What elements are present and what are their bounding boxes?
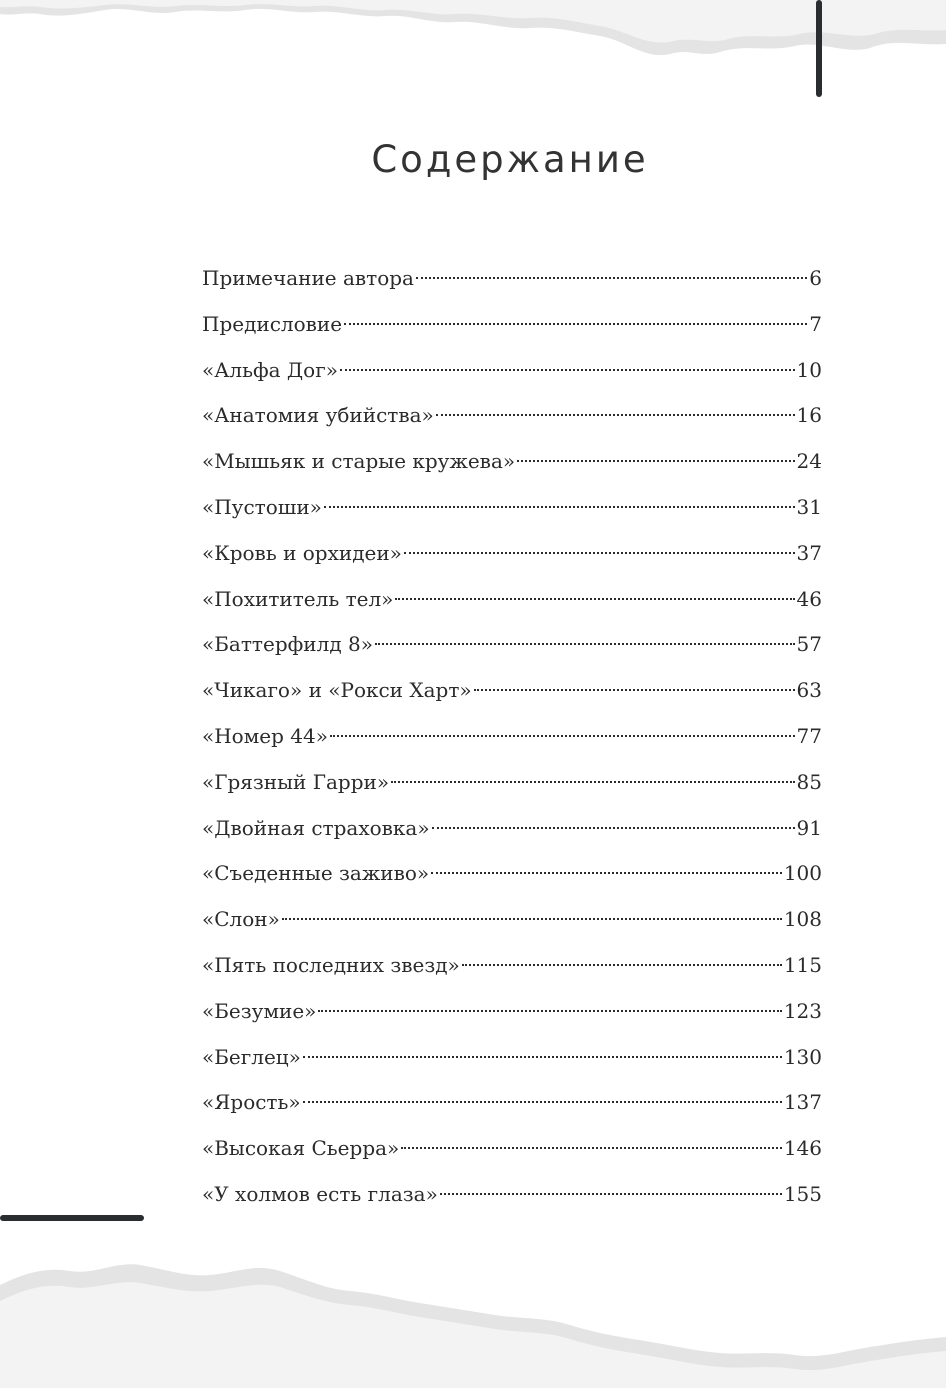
toc-entry	[202, 1178, 822, 1224]
toc-entry-page: 108	[783, 907, 822, 932]
toc-entry	[202, 308, 822, 354]
toc-entry	[202, 491, 822, 537]
toc-entry	[202, 857, 822, 903]
toc-entry-page: 146	[783, 1136, 822, 1161]
toc-entry	[202, 628, 822, 674]
dot-leader	[395, 598, 794, 600]
torn-paper-top-edge	[0, 0, 946, 70]
dot-leader	[440, 1193, 782, 1195]
toc-entry-page: 7	[809, 311, 822, 336]
toc-entry-title: «Пустоши»	[202, 494, 322, 519]
dot-leader	[344, 323, 807, 325]
dot-leader	[404, 552, 795, 554]
decorative-vertical-rule	[816, 0, 822, 97]
dot-leader	[431, 872, 782, 874]
toc-entry-title: «Двойная страховка»	[202, 815, 430, 840]
toc-entry	[202, 903, 822, 949]
toc-entry-page: 37	[796, 540, 822, 565]
dot-leader	[340, 369, 795, 371]
toc-entry	[202, 949, 822, 995]
toc-entry-title: «Кровь и орхидеи»	[202, 540, 402, 565]
dot-leader	[303, 1101, 782, 1103]
toc-entry-page: 100	[783, 861, 822, 886]
dot-leader	[462, 964, 782, 966]
table-of-contents	[202, 262, 822, 1224]
decorative-horizontal-rule	[0, 1215, 144, 1221]
toc-entry-page: 123	[783, 998, 822, 1023]
toc-entry-title: «Высокая Сьерра»	[202, 1136, 400, 1161]
toc-entry-page: 137	[783, 1090, 822, 1115]
toc-entry	[202, 1041, 822, 1087]
toc-entry-page: 57	[796, 632, 822, 657]
dot-leader	[391, 781, 794, 783]
toc-entry-title: «Баттерфилд 8»	[202, 632, 373, 657]
toc-entry-title: «Пять последних звезд»	[202, 952, 460, 977]
toc-entry	[202, 674, 822, 720]
dot-leader	[324, 506, 795, 508]
dot-leader	[282, 918, 782, 920]
toc-entry	[202, 766, 822, 812]
toc-entry	[202, 354, 822, 400]
dot-leader	[318, 1010, 781, 1012]
dot-leader	[330, 735, 795, 737]
toc-entry-title: «Похититель тел»	[202, 586, 394, 611]
toc-entry-page: 24	[796, 449, 822, 474]
toc-entry-page: 16	[796, 403, 822, 428]
toc-entry-page: 6	[809, 266, 822, 290]
toc-entry-page: 31	[796, 494, 822, 519]
toc-entry-title: «Безумие»	[202, 998, 317, 1023]
toc-entry	[202, 720, 822, 766]
toc-entry-page: 130	[783, 1044, 822, 1069]
toc-entry	[202, 583, 822, 629]
dot-leader	[474, 689, 795, 691]
toc-entry-page: 63	[796, 678, 822, 703]
toc-entry	[202, 995, 822, 1041]
dot-leader	[416, 277, 807, 279]
toc-entry-title: «Беглец»	[202, 1044, 301, 1069]
toc-entry-page: 155	[783, 1181, 822, 1206]
toc-entry-title: «Съеденные заживо»	[202, 861, 430, 886]
toc-entry	[202, 399, 822, 445]
toc-entry-title: «Чикаго» и «Рокси Харт»	[202, 678, 472, 703]
dot-leader	[436, 414, 795, 416]
page-title: Содержание	[371, 138, 649, 181]
toc-entry-page: 115	[783, 952, 822, 977]
toc-entry-title: «Грязный Гарри»	[202, 769, 390, 794]
toc-entry	[202, 812, 822, 858]
torn-paper-bottom-edge	[0, 1255, 946, 1388]
toc-entry-title: «Мышьяк и старые кружева»	[202, 449, 516, 474]
toc-entry-title: «Номер 44»	[202, 723, 328, 748]
dot-leader	[517, 460, 794, 462]
toc-entry	[202, 537, 822, 583]
toc-entry-page: 46	[796, 586, 822, 611]
toc-entry-title: «Слон»	[202, 907, 280, 932]
toc-entry-title: «Анатомия убийства»	[202, 403, 434, 428]
toc-entry-page: 85	[796, 769, 822, 794]
dot-leader	[432, 827, 795, 829]
dot-leader	[375, 643, 795, 645]
toc-entry-page: 77	[796, 723, 822, 748]
toc-entry-title: Примечание автора	[202, 266, 414, 290]
toc-entry	[202, 1086, 822, 1132]
toc-entry-title: «Ярость»	[202, 1090, 301, 1115]
toc-entry	[202, 1132, 822, 1178]
toc-entry	[202, 262, 822, 308]
toc-entry-title: «У холмов есть глаза»	[202, 1181, 438, 1206]
toc-entry-title: Предисловие	[202, 311, 343, 336]
toc-entry-page: 10	[796, 357, 822, 382]
dot-leader	[401, 1147, 782, 1149]
dot-leader	[303, 1056, 782, 1058]
toc-entry-title: «Альфа Дог»	[202, 357, 338, 382]
toc-entry	[202, 445, 822, 491]
toc-entry-page: 91	[796, 815, 822, 840]
